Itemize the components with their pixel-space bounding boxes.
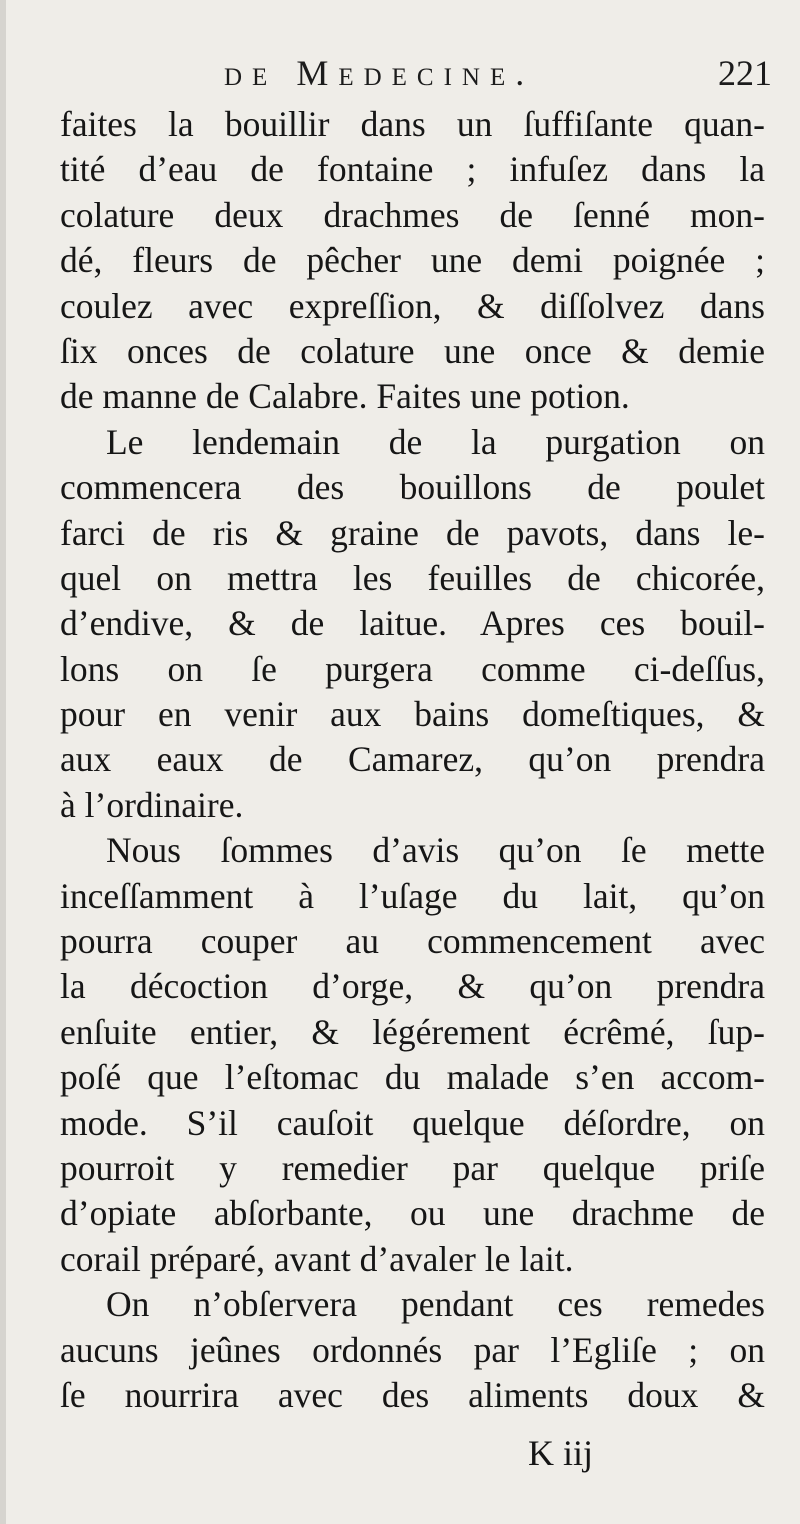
text-line: inceſſamment à l’uſage du lait, qu’on bbox=[60, 875, 765, 916]
paragraph-first-line: Nous ſommes d’avis qu’on ſe mette bbox=[106, 830, 765, 871]
text-line: d’opiate abſorbante, ou une drachme de bbox=[60, 1193, 765, 1234]
running-title: de Medecine. bbox=[224, 53, 535, 93]
text-line: farci de ris & graine de pavots, dans le- bbox=[60, 512, 765, 553]
paragraph-first-line: Le lendemain de la purgation on bbox=[106, 421, 765, 462]
text-line: lons on ſe purgera comme ci-deſſus, bbox=[60, 648, 765, 689]
text-line: pour en venir aux bains domeſtiques, & bbox=[60, 694, 765, 735]
text-line: corail préparé, avant d’avaler le lait. bbox=[60, 1238, 574, 1279]
text-line: de manne de Calabre. Faites une potion. bbox=[60, 376, 630, 417]
signature-mark: K iij bbox=[528, 1433, 594, 1473]
text-line: d’endive, & de laitue. Apres ces bouil- bbox=[60, 603, 765, 644]
page-header bbox=[6, 52, 800, 100]
text-line: commencera des bouillons de poulet bbox=[60, 467, 765, 508]
text-line: enſuite entier, & légérement écrêmé, ſup- bbox=[60, 1011, 765, 1052]
text-line: la décoction d’orge, & qu’on prendra bbox=[60, 966, 765, 1007]
paragraph-first-line: On n’obſervera pendant ces remedes bbox=[106, 1284, 765, 1325]
text-line: colature deux drachmes de ſenné mon- bbox=[60, 194, 765, 235]
text-line: quel on mettra les feuilles de chicorée, bbox=[60, 557, 765, 598]
text-line: mode. S’il cauſoit quelque déſordre, on bbox=[60, 1102, 765, 1143]
body-text bbox=[60, 102, 765, 1418]
text-line: ſe nourrira avec des aliments doux & bbox=[60, 1374, 765, 1415]
text-line: aucuns jeûnes ordonnés par l’Egliſe ; on bbox=[60, 1329, 765, 1370]
text-line: ſix onces de colature une once & demie bbox=[60, 330, 765, 371]
text-line: coulez avec expreſſion, & diſſolvez dans bbox=[60, 285, 765, 326]
text-line: pourra couper au commencement avec bbox=[60, 921, 765, 962]
text-line: aux eaux de Camarez, qu’on prendra bbox=[60, 739, 765, 780]
text-line: faites la bouillir dans un ſuffiſante quan- bbox=[60, 104, 765, 144]
text-line: pourroit y remedier par quelque priſe bbox=[60, 1147, 765, 1188]
text-line: poſé que l’eſtomac du malade s’en accom- bbox=[60, 1057, 765, 1098]
text-line: tité d’eau de fontaine ; infuſez dans la bbox=[60, 149, 765, 190]
page-number: 221 bbox=[718, 53, 772, 93]
text-line: à l’ordinaire. bbox=[60, 784, 244, 825]
text-line: dé, fleurs de pêcher une demi poignée ; bbox=[60, 240, 765, 281]
